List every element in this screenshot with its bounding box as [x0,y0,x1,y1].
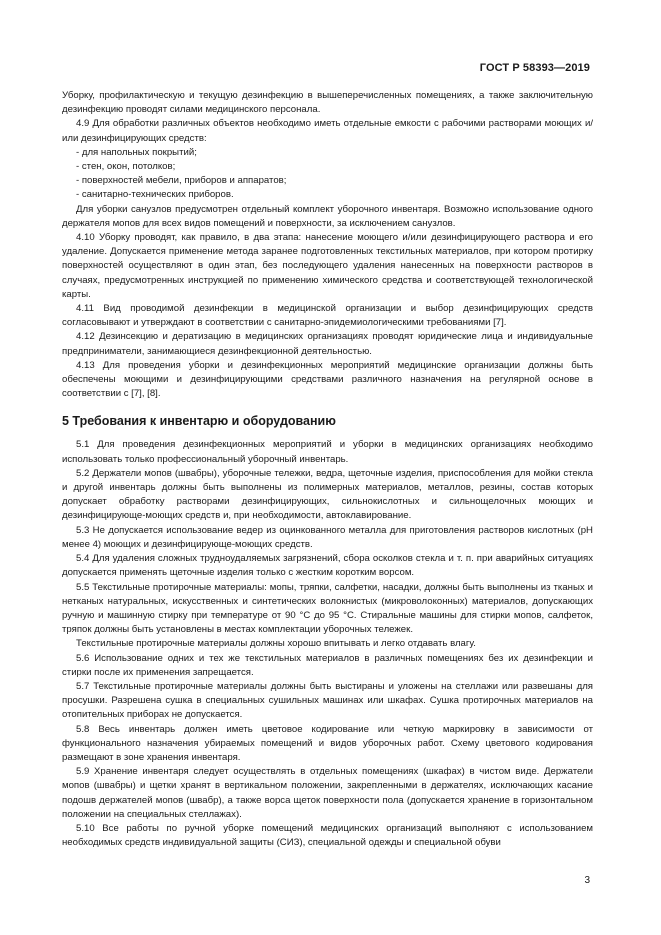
paragraph: 4.9 Для обработки различных объектов необходимо иметь отдельные емкости с рабочими растворами моющих и/или дезинфицирующих средств: [62,118,593,144]
paragraph: 5.1 Для проведения дезинфекционных мероприятий и уборки в медицинских организациях необходимо использовать только профессиональный уборочный инвентарь. [62,439,593,465]
page-number: 3 [584,875,590,886]
document-body [62,89,593,850]
section-heading: 5 Требования к инвентарю и оборудованию [62,414,336,429]
list-item: - поверхностей мебели, приборов и аппаратов; [76,175,287,187]
paragraph: 5.6 Использование одних и тех же текстильных материалов в различных помещениях без их дезинфекции и стирки после их применения запрещается. [62,652,593,678]
paragraph: 5.7 Текстильные протирочные материалы должны быть выстираны и уложены на стеллажи или развешаны для просушки. Разрешена сушка в специальных сушильных машинах или шкафах. Сушка протирочных материалов на отопительных приборах не допускается. [62,680,593,721]
paragraph: Для уборки санузлов предусмотрен отдельный комплект уборочного инвентаря. Возможно использование одного держателя мопов для всех видов помещений и поверхности, за исключением санузлов. [62,203,593,229]
paragraph: 5.3 Не допускается использование ведер из оцинкованного металла для приготовления растворов кислотных (pH менее 4) моющих и дезинфицирующе-моющих средств. [62,524,593,550]
paragraph: 5.2 Держатели мопов (швабры), уборочные тележки, ведра, щеточные изделия, приспособления для мойки стекла и другой инвентарь должны быть выполнены из полимерных материалов, металлов, резины, состав которых допускает обработку растворами дезинфицирующих, сильнокислотных и сильнощелочных моющих и дезинфицирующе-моющих средств и, при необходимости, автоклавирование. [62,467,593,522]
paragraph: Текстильные протирочные материалы должны хорошо впитывать и легко отдавать влагу. [76,638,476,650]
paragraph: Уборку, профилактическую и текущую дезинфекцию в вышеперечисленных помещениях, а также заключительную дезинфекцию проводят силами медицинского персонала. [62,90,593,116]
list-item: - санитарно-технических приборов. [76,189,234,201]
paragraph: 4.12 Дезинсекцию и дератизацию в медицинских организациях проводят юридические лица и индивидуальные предприниматели, занимающиеся дезинфекционной деятельностью. [62,331,593,357]
document-standard-id: ГОСТ Р 58393—2019 [479,62,590,74]
paragraph: 5.5 Текстильные протирочные материалы: мопы, тряпки, салфетки, насадки, должны быть выполнены из тканых и нетканых натуральных, искусственных и синтетических волокнистых (микроволоконных) материалов, допускающих ручную и машинную стирку при температуре от 90 °С до 95 °С. Стиральные машины для стирки мопов, салфеток, тряпок должны быть установлены в местах комплектации уборочных тележек. [62,581,593,636]
paragraph: 5.8 Весь инвентарь должен иметь цветовое кодирование или четкую маркировку в зависимости от функционального назначения убираемых помещений и видов уборочных работ. Схему цветового кодирования размещают в зоне хранения инвентаря. [62,723,593,763]
list-item: - стен, окон, потолков; [76,161,176,173]
paragraph: 5.4 Для удаления сложных трудноудаляемых загрязнений, сбора осколков стекла и т. п. при аварийных ситуациях допускается применять щеточные изделия только с жестким коротким ворсом. [62,553,593,579]
paragraph: 5.9 Хранение инвентаря следует осуществлять в отдельных помещениях (шкафах) в чистом виде. Держатели мопов (швабры) и щетки хранят в вертикальном положении, закрепленными в держателях, исключающих касание подошв держателей мопов (швабр), а также ворса щеток поверхности пола (допускается хранение в горизонтальном положении на специальных стеллажах). [62,766,593,820]
paragraph: 4.13 Для проведения уборки и дезинфекционных мероприятий медицинские организации должны быть обеспечены моющими и дезинфицирующими средствами различного назначения на регулярной основе в соответствии с [7], [8]. [62,359,593,400]
paragraph: 4.10 Уборку проводят, как правило, в два этапа: нанесение моющего и/или дезинфицирующего раствора и его удаление. Допускается применение метода заранее подготовленных текстильных материалов, при котором протирку поверхностей осуществляют в один этап, без последующего удаления нанесенных на поверхности растворов в случаях, предусмотренных инструкцией по применению химического средства и соответствующей технологической карты. [62,232,593,300]
paragraph: 4.11 Вид проводимой дезинфекции в медицинской организации и выбор дезинфицирующих средств согласовывают и утверждают в соответствии с санитарно-эпидемиологическими требованиями [7]. [62,303,593,329]
list-item: - для напольных покрытий; [76,146,197,158]
paragraph: 5.10 Все работы по ручной уборке помещений медицинских организаций выполняют с использованием необходимых средств индивидуальной защиты (СИЗ), специальной одежды и специальной обуви [62,822,593,849]
